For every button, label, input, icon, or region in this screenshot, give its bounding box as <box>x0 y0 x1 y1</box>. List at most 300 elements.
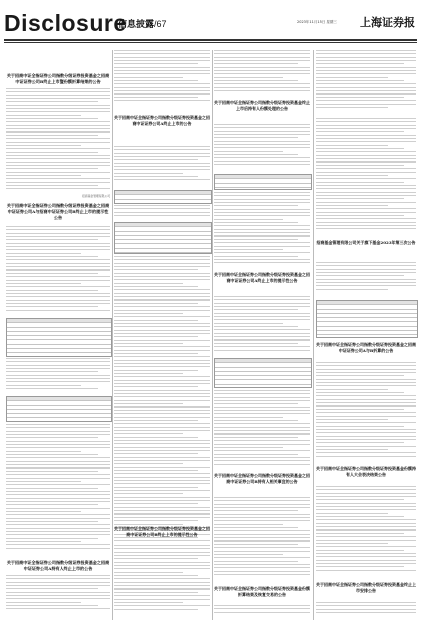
text-line <box>114 276 210 277</box>
text-line <box>214 212 310 213</box>
text-line <box>214 554 283 555</box>
text-line <box>6 424 110 425</box>
text-line <box>214 574 310 575</box>
text-line <box>316 178 416 179</box>
article-title: 关于招商中证全指证券公司指数分级证券投资基金之招商中证证券公司A持有人终止上市的公告 <box>6 560 110 571</box>
text-line <box>6 444 110 445</box>
text-line <box>6 441 110 442</box>
text-line <box>214 608 310 609</box>
text-line <box>214 544 298 545</box>
text-line <box>214 520 310 521</box>
text-line <box>214 161 310 162</box>
text-line <box>316 141 416 142</box>
text-line <box>114 173 183 174</box>
text-line <box>214 144 310 145</box>
text-line <box>114 558 198 559</box>
text-line <box>316 63 404 64</box>
text-line <box>316 279 416 280</box>
text-line <box>316 60 416 61</box>
text-line <box>114 473 210 474</box>
text-line <box>214 73 310 74</box>
text-line <box>114 343 183 344</box>
table-row <box>215 184 311 188</box>
article-body <box>114 545 210 615</box>
article-title: 关于招商中证全指证券公司指数分级证券投资基金之招商中证证券公司B终止上市的提示性公告 <box>114 526 210 537</box>
text-line <box>316 429 416 430</box>
text-line <box>316 83 416 84</box>
newspaper-name: 上海证券报 <box>360 16 415 29</box>
text-line <box>114 433 183 434</box>
text-line <box>316 262 416 263</box>
text-line <box>316 516 404 517</box>
text-line <box>316 449 388 450</box>
text-line <box>316 125 416 126</box>
text-line <box>6 290 98 291</box>
text-line <box>6 152 98 153</box>
text-line <box>6 541 81 542</box>
text-line <box>114 289 210 290</box>
text-line <box>114 396 210 397</box>
text-line <box>114 507 210 508</box>
text-line <box>316 556 416 557</box>
text-line <box>214 605 310 606</box>
text-line <box>6 158 110 159</box>
text-line <box>6 121 110 122</box>
text-line <box>316 409 404 410</box>
text-line <box>214 313 310 314</box>
text-line <box>114 423 210 424</box>
text-line <box>114 592 198 593</box>
text-line <box>316 446 416 447</box>
text-line <box>6 188 110 189</box>
text-line <box>114 269 198 270</box>
text-line <box>316 168 416 169</box>
text-line <box>214 326 298 327</box>
text-line <box>6 115 81 116</box>
text-line <box>316 131 404 132</box>
text-line <box>214 612 310 613</box>
text-line <box>114 97 198 98</box>
text-line <box>316 215 404 216</box>
article-body <box>214 50 310 94</box>
text-line <box>316 566 404 567</box>
text-line <box>316 379 416 380</box>
text-line <box>114 296 210 297</box>
text-line <box>6 283 81 284</box>
text-line <box>114 323 210 324</box>
article-body <box>6 226 110 316</box>
text-line <box>316 151 416 152</box>
text-line <box>6 178 110 179</box>
text-line <box>6 464 110 465</box>
article-body <box>214 124 310 170</box>
text-line <box>214 561 298 562</box>
text-line <box>214 329 310 330</box>
text-line <box>214 551 310 552</box>
text-line <box>214 540 310 541</box>
text-line <box>316 172 416 173</box>
article-signature: 招商基金管理有限公司 <box>82 194 110 198</box>
text-line <box>316 87 416 88</box>
text-line <box>6 524 110 525</box>
text-line <box>6 300 110 301</box>
text-line <box>214 235 310 236</box>
text-line <box>6 259 110 260</box>
text-line <box>114 176 198 177</box>
text-line <box>6 361 110 362</box>
text-line <box>6 280 110 281</box>
text-line <box>114 166 210 167</box>
text-line <box>114 545 210 546</box>
text-line <box>6 451 81 452</box>
text-line <box>114 517 210 518</box>
text-line <box>6 253 81 254</box>
text-line <box>114 263 210 264</box>
text-line <box>316 269 416 270</box>
text-line <box>316 456 416 457</box>
text-line <box>6 108 110 109</box>
text-line <box>214 303 310 304</box>
text-line <box>316 107 388 108</box>
text-line <box>316 553 416 554</box>
text-line <box>6 534 110 535</box>
text-line <box>316 375 404 376</box>
text-line <box>6 548 110 549</box>
text-line <box>114 447 210 448</box>
dateline: 2023年11月15日 星期三 <box>297 20 337 24</box>
text-line <box>114 370 198 371</box>
text-line <box>214 464 310 465</box>
text-line <box>316 57 416 58</box>
text-line <box>114 602 183 603</box>
text-line <box>316 118 416 119</box>
text-line <box>214 222 298 223</box>
text-line <box>6 175 81 176</box>
text-line <box>114 575 198 576</box>
text-line <box>6 447 110 448</box>
text-line <box>316 513 388 514</box>
text-line <box>316 509 416 510</box>
text-line <box>214 67 310 68</box>
text-line <box>214 90 310 91</box>
text-line <box>214 249 283 250</box>
text-line <box>316 499 404 500</box>
article-title: 关于招商中证全指证券公司指数分级证券投资基金之招商中证证券公司B终止上市暨份额折算结果的公告 <box>6 73 110 84</box>
text-line <box>214 457 310 458</box>
text-line <box>114 457 210 458</box>
text-line <box>6 437 98 438</box>
text-line <box>114 73 210 74</box>
text-line <box>316 67 416 68</box>
text-line <box>214 534 310 535</box>
text-line <box>214 141 310 142</box>
article-body <box>114 256 210 546</box>
text-line <box>214 400 310 401</box>
text-line <box>114 163 210 164</box>
text-line <box>114 366 210 367</box>
text-line <box>114 310 210 311</box>
text-line <box>114 286 198 287</box>
text-line <box>114 330 210 331</box>
text-line <box>214 437 298 438</box>
text-line <box>316 272 416 273</box>
text-line <box>316 529 416 530</box>
text-line <box>114 87 210 88</box>
text-line <box>6 91 110 92</box>
text-line <box>214 151 283 152</box>
text-line <box>316 533 404 534</box>
text-line <box>214 299 310 300</box>
text-line <box>6 484 110 485</box>
text-line <box>316 570 416 571</box>
text-line <box>316 612 416 613</box>
text-line <box>6 303 110 304</box>
text-line <box>114 293 210 294</box>
column-divider <box>313 50 314 620</box>
text-line <box>114 340 210 341</box>
article-body <box>316 486 416 576</box>
text-line <box>214 507 310 508</box>
text-line <box>6 467 110 468</box>
text-line <box>6 263 110 264</box>
text-line <box>114 393 210 394</box>
text-line <box>316 422 416 423</box>
text-line <box>6 226 110 227</box>
text-line <box>6 233 110 234</box>
masthead-rule <box>4 39 417 41</box>
text-line <box>214 500 310 501</box>
text-line <box>6 249 110 250</box>
text-line <box>214 164 310 165</box>
data-table <box>114 222 212 254</box>
text-line <box>114 208 210 209</box>
text-line <box>214 80 298 81</box>
text-line <box>316 222 416 223</box>
text-line <box>6 454 98 455</box>
text-line <box>214 497 310 498</box>
text-line <box>6 368 110 369</box>
text-line <box>6 135 98 136</box>
text-line <box>214 256 298 257</box>
text-line <box>6 148 110 149</box>
text-line <box>316 609 416 610</box>
text-line <box>114 430 210 431</box>
article-body <box>214 497 310 579</box>
text-line <box>316 399 416 400</box>
article-body <box>114 205 210 219</box>
article-title: 关于招商中证全指证券公司指数分级证券投资基金之招商中证证券公司A与招商中证证券公司B终止上市的提示性公告 <box>6 203 110 220</box>
article-body <box>6 88 110 192</box>
text-line <box>114 376 210 377</box>
text-line <box>316 128 416 129</box>
text-line <box>214 527 298 528</box>
text-line <box>114 503 198 504</box>
text-line <box>214 131 310 132</box>
text-line <box>6 145 81 146</box>
article-body <box>214 192 310 266</box>
text-line <box>316 405 416 406</box>
text-line <box>316 452 416 453</box>
masthead-rule-thin <box>4 42 417 43</box>
article-body <box>316 262 416 294</box>
text-line <box>6 578 110 579</box>
text-line <box>114 346 210 347</box>
text-line <box>214 215 310 216</box>
text-line <box>6 155 110 156</box>
text-line <box>214 427 310 428</box>
text-line <box>316 161 416 162</box>
text-line <box>114 77 183 78</box>
text-line <box>6 101 98 102</box>
text-line <box>6 371 98 372</box>
text-line <box>114 477 210 478</box>
text-line <box>6 598 110 599</box>
text-line <box>6 461 110 462</box>
text-line <box>316 442 404 443</box>
text-line <box>316 436 416 437</box>
text-line <box>6 457 110 458</box>
text-line <box>114 572 183 573</box>
text-line <box>214 147 310 148</box>
text-line <box>316 419 388 420</box>
text-line <box>114 453 198 454</box>
text-line <box>214 296 310 297</box>
text-line <box>316 195 416 196</box>
text-line <box>114 93 210 94</box>
text-line <box>316 602 416 603</box>
text-line <box>114 400 210 401</box>
text-line <box>114 390 210 391</box>
text-line <box>114 413 210 414</box>
text-line <box>114 565 210 566</box>
text-line <box>316 416 416 417</box>
text-line <box>214 407 310 408</box>
text-line <box>316 369 416 370</box>
text-line <box>214 430 310 431</box>
text-line <box>6 269 110 270</box>
text-line <box>114 552 210 553</box>
article-title: 关于招商中证全指证券公司指数分级证券投资基金终止上市后持有人份额处理的公告 <box>214 100 310 111</box>
text-line <box>6 165 110 166</box>
text-line <box>6 605 98 606</box>
text-line <box>316 121 416 122</box>
text-line <box>114 70 210 71</box>
article-title: 关于招商中证全指证券公司指数分级证券投资基金份额持有人大会表决结果公告 <box>316 466 416 477</box>
text-line <box>6 538 98 539</box>
table-row <box>7 418 111 422</box>
text-line <box>316 506 416 507</box>
text-line <box>316 439 416 440</box>
text-line <box>6 431 110 432</box>
article-body <box>316 362 416 460</box>
text-line <box>114 386 198 387</box>
table-row <box>215 385 311 388</box>
text-line <box>114 520 198 521</box>
text-line <box>114 562 210 563</box>
text-line <box>6 595 110 596</box>
text-line <box>6 385 81 386</box>
text-line <box>214 319 310 320</box>
text-line <box>316 158 416 159</box>
text-line <box>6 229 110 230</box>
text-line <box>214 557 310 558</box>
text-line <box>6 142 110 143</box>
text-line <box>6 286 110 287</box>
text-line <box>214 524 283 525</box>
text-line <box>114 53 210 54</box>
text-line <box>6 306 98 307</box>
article-title: 关于招商中证全指证券公司指数分级证券投资基金之招商中证证券公司A终止上市的公告 <box>114 115 210 126</box>
text-line <box>114 548 210 549</box>
text-line <box>114 450 210 451</box>
text-line <box>214 564 310 565</box>
text-line <box>114 483 210 484</box>
text-line <box>114 582 210 583</box>
text-line <box>316 93 416 94</box>
text-line <box>316 563 416 564</box>
text-line <box>316 188 416 189</box>
section-title <box>118 17 167 30</box>
data-table <box>214 174 312 190</box>
text-line <box>214 333 310 334</box>
text-line <box>114 605 210 606</box>
text-line <box>114 303 198 304</box>
text-line <box>214 309 298 310</box>
text-line <box>6 243 110 244</box>
text-line <box>316 100 416 101</box>
text-line <box>114 460 210 461</box>
text-line <box>6 296 110 297</box>
text-line <box>316 90 416 91</box>
text-line <box>214 192 310 193</box>
text-line <box>214 53 310 54</box>
text-line <box>114 350 210 351</box>
text-line <box>214 514 310 515</box>
text-line <box>316 77 388 78</box>
text-line <box>6 138 110 139</box>
text-line <box>214 225 310 226</box>
text-line <box>214 504 310 505</box>
text-line <box>316 50 416 51</box>
text-line <box>114 50 210 51</box>
text-line <box>316 493 416 494</box>
text-line <box>6 434 110 435</box>
text-line <box>114 524 183 525</box>
text-line <box>214 530 310 531</box>
text-line <box>114 146 210 147</box>
text-line <box>114 256 210 257</box>
text-line <box>316 135 416 136</box>
text-line <box>214 413 310 414</box>
text-line <box>114 353 198 354</box>
text-line <box>114 417 210 418</box>
text-line <box>316 138 416 139</box>
text-line <box>316 275 404 276</box>
text-line <box>114 179 210 180</box>
text-line <box>114 159 198 160</box>
text-line <box>114 299 210 300</box>
text-line <box>6 118 98 119</box>
text-line <box>114 487 198 488</box>
text-line <box>316 392 404 393</box>
text-line <box>6 98 110 99</box>
text-line <box>114 595 210 596</box>
text-line <box>114 463 183 464</box>
text-line <box>214 339 310 340</box>
text-line <box>214 63 298 64</box>
text-line <box>114 283 183 284</box>
text-line <box>316 165 404 166</box>
